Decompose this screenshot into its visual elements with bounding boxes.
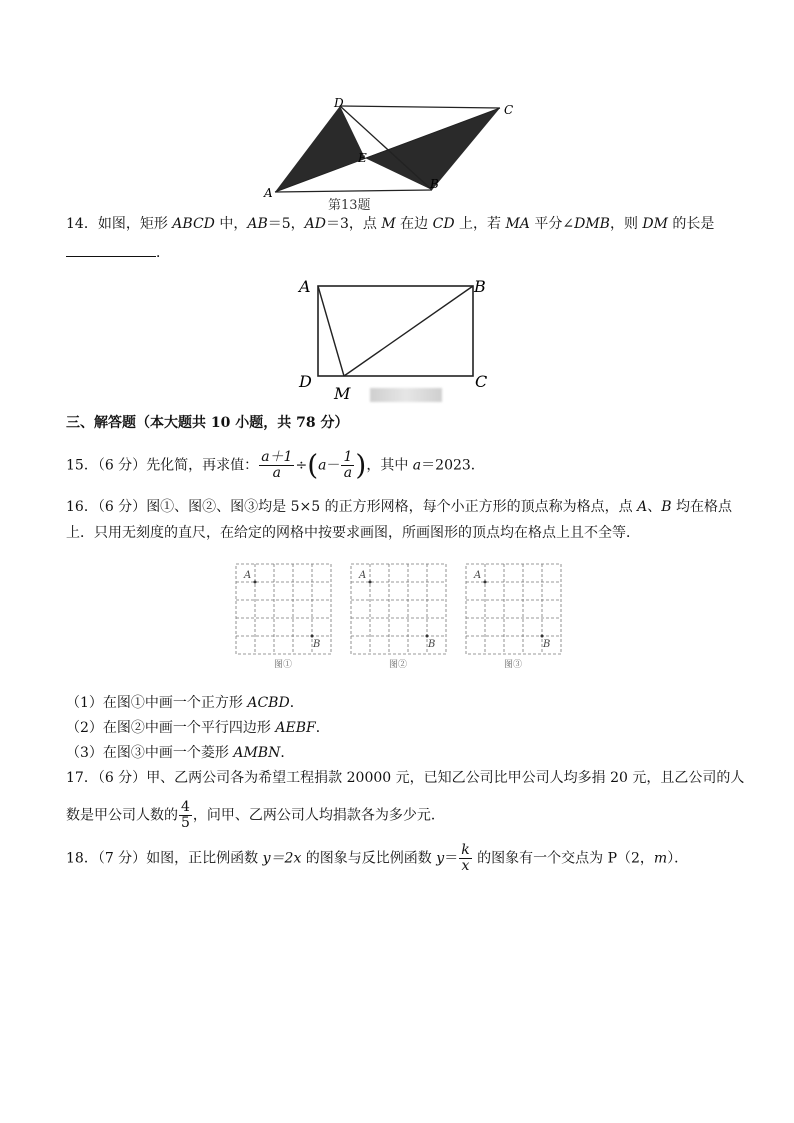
fraction-1-over-a: $\frac{1}{a}$ <box>343 449 353 481</box>
grid2-label-B: B <box>428 639 436 650</box>
grid1-label-B: B <box>313 639 321 650</box>
section-3-heading: 三、解答题（本大题共 10 小题，共 78 分） <box>66 415 349 431</box>
label-D: D <box>299 372 312 391</box>
q14-answer-line: ． <box>66 242 170 263</box>
grid3-caption: 图③ <box>504 660 523 670</box>
label-B: B <box>474 277 486 296</box>
label-C: C <box>475 372 488 391</box>
q14-text: 14．如图，矩形 ABCD 中，AB＝5，AD＝3，点 M 在边 CD 上，若 MA 平分∠DMB，则 DM 的长是 <box>66 216 715 232</box>
fraction-k-over-x: $\frac{k}{x}$ <box>461 842 470 874</box>
fraction-4-5: $\frac{4}{5}$ <box>181 799 190 831</box>
q15-text: 15．（6 分）先化简，再求值： $\frac{a+1}{a}$ ÷(a－ $\frac{1}{a}$ )，其中 a＝2023． <box>66 448 485 482</box>
q18-text: 18．（7 分）如图，正比例函数 y＝2x 的图象与反比例函数 y＝ $\frac{k}{x}$ 的图象有一个交点为 P（2，m）． <box>66 842 689 874</box>
grid-figure-3 <box>464 562 564 672</box>
blurred-caption <box>370 388 442 402</box>
label-E: E <box>358 151 367 165</box>
q17-line-2: 数是甲公司人数的 $\frac{4}{5}$ ，问甲、乙两公司人均捐款各为多少元． <box>66 799 445 831</box>
label-M: M <box>334 384 351 403</box>
grid-figure-2 <box>349 562 449 672</box>
q16-line-2: 上．只用无刻度的直尺，在给定的网格中按要求画图，所画图形的顶点均在格点上且不全等． <box>66 525 640 541</box>
figure-q13 <box>260 96 530 213</box>
answer-blank <box>66 242 156 257</box>
q16-sub-1: （1）在图①中画一个正方形 ACBD． <box>66 695 304 711</box>
q17-line-1: 17．（6 分）甲、乙两公司各为希望工程捐款 20000 元，已知乙公司比甲公司人均多捐 20 元，且乙公司的人 <box>66 770 745 786</box>
grid3-label-A: A <box>474 570 482 581</box>
label-A: A <box>299 277 311 296</box>
grid3-label-B: B <box>543 639 551 650</box>
fraction-a-plus-1-over-a: $\frac{a+1}{a}$ <box>261 449 293 481</box>
label-D: D <box>334 96 344 110</box>
grid-figure-1 <box>234 562 334 672</box>
caption-fragment: 第13题 <box>328 198 371 213</box>
label-C: C <box>504 103 514 117</box>
grid2-label-A: A <box>359 570 367 581</box>
q16-sub-3: （3）在图③中画一个菱形 AMBN． <box>66 745 295 761</box>
figure-q14 <box>296 268 506 408</box>
shaded-triangle-left <box>275 106 365 192</box>
label-B: B <box>430 177 439 191</box>
grid2-caption: 图② <box>389 660 408 670</box>
q16-line-1: 16．（6 分）图①、图②、图③均是 5×5 的正方形网格，每个小正方形的顶点称为格点，点 A、B 均在格点 <box>66 499 732 515</box>
grid1-label-A: A <box>244 570 252 581</box>
q16-sub-2: （2）在图②中画一个平行四边形 AEBF． <box>66 720 330 736</box>
grid1-caption: 图① <box>274 660 293 670</box>
label-A: A <box>264 186 273 200</box>
